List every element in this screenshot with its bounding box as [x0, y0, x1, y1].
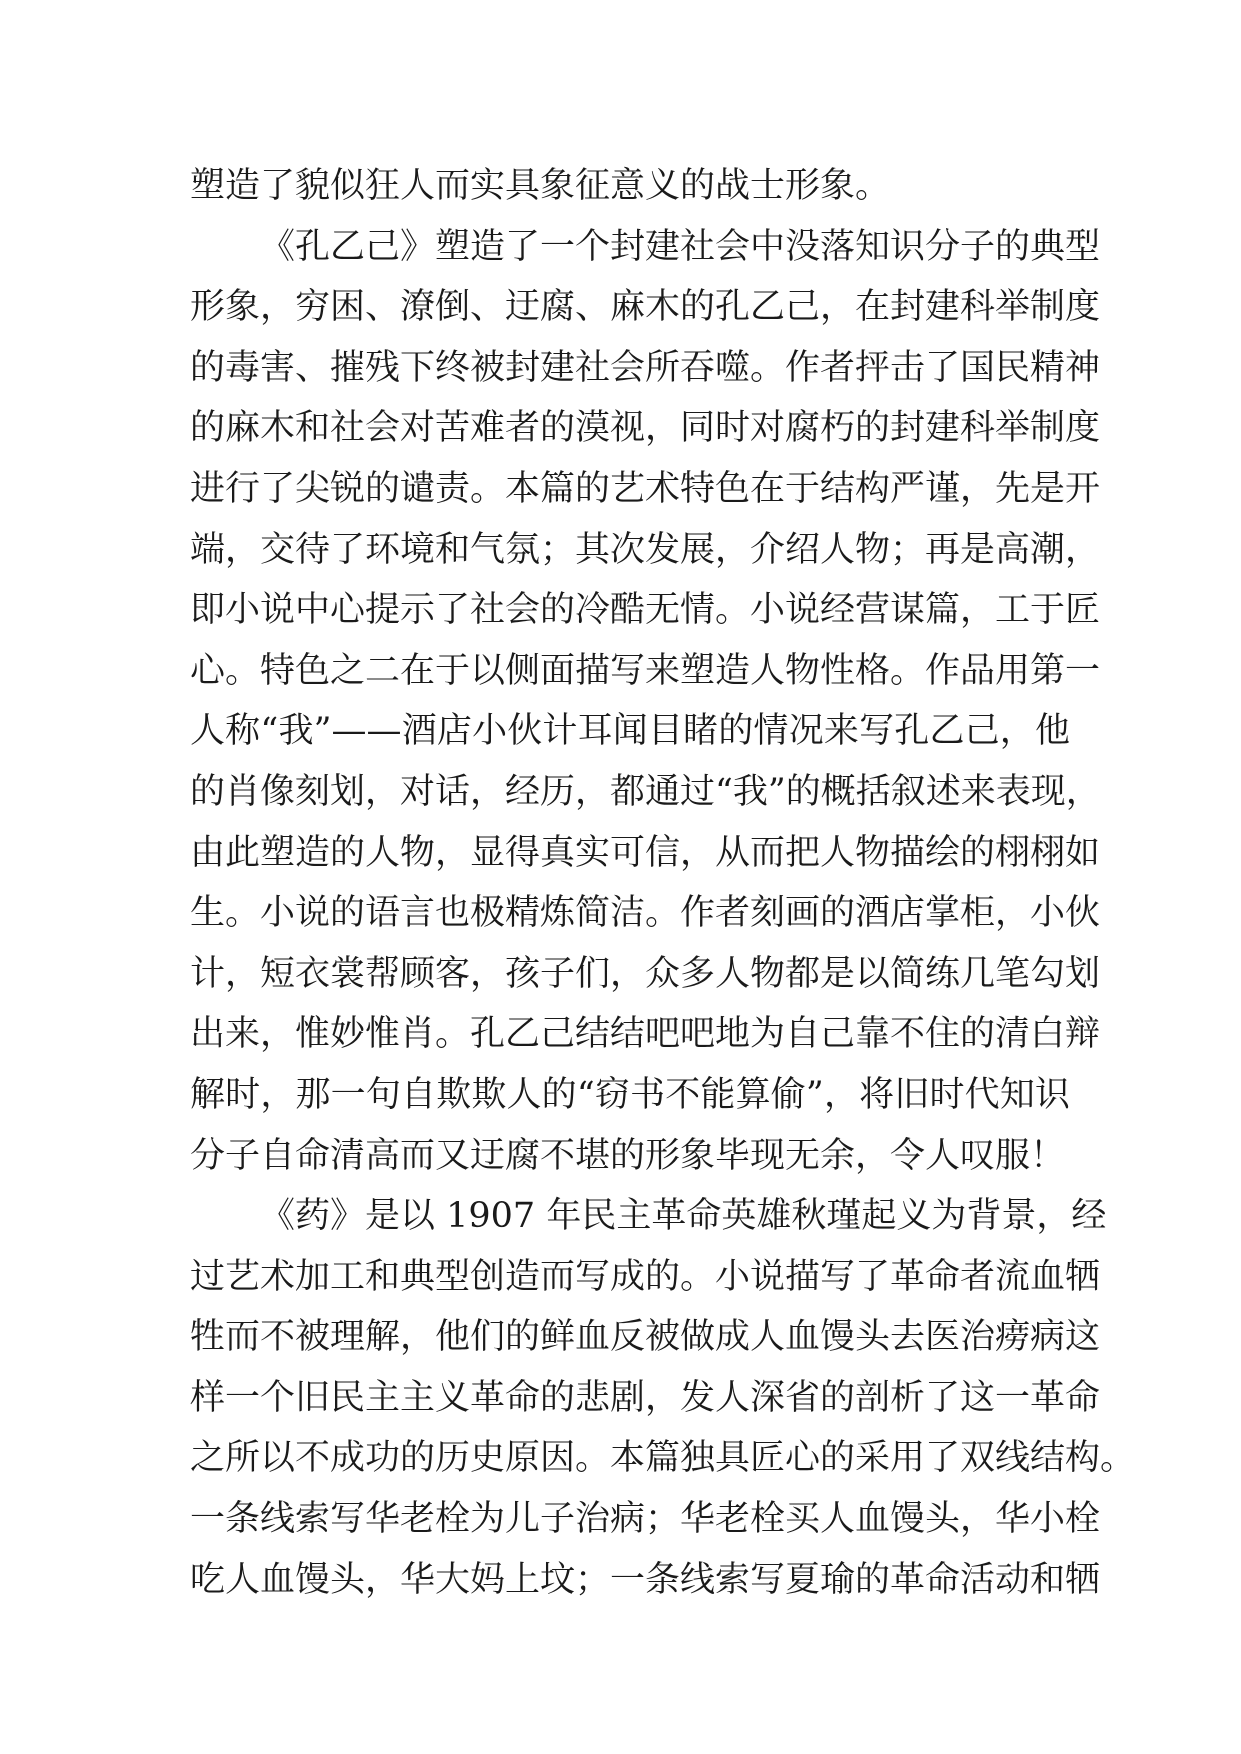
- text-line: 的毒害、摧残下终被封建社会所吞噬。作者抨击了国民精神: [190, 347, 1101, 388]
- text-line: 牲而不被理解，他们的鲜血反被做成人血馒头去医治痨病这: [190, 1317, 1101, 1358]
- text-line: 的肖像刻划，对话，经历，都通过“我”的概括叙述来表现，: [190, 771, 1101, 812]
- text-line: 的麻木和社会对苦难者的漠视，同时对腐朽的封建科举制度: [190, 408, 1101, 449]
- text-line: 样一个旧民主主义革命的悲剧，发人深省的剖析了这一革命: [190, 1377, 1101, 1418]
- text-line: 生。小说的语言也极精炼简洁。作者刻画的酒店掌柜，小伙: [190, 893, 1101, 934]
- text-line: 《药》是以 1907 年民主革命英雄秋瑾起义为背景，经: [260, 1196, 1107, 1237]
- text-line: 由此塑造的人物，显得真实可信，从而把人物描绘的栩栩如: [190, 832, 1101, 873]
- text-line: 端，交待了环境和气氛；其次发展，介绍人物；再是高潮，: [190, 529, 1101, 570]
- text-line: 即小说中心提示了社会的冷酷无情。小说经营谋篇，工于匠: [190, 590, 1101, 631]
- text-line: 塑造了貌似狂人而实具象征意义的战士形象。: [190, 166, 891, 206]
- text-line: 《孔乙己》塑造了一个封建社会中没落知识分子的典型: [260, 226, 1101, 267]
- text-line: 分子自命清高而又迂腐不堪的形象毕现无余，令人叹服！: [190, 1135, 1066, 1176]
- text-line: 心。特色之二在于以侧面描写来塑造人物性格。作品用第一: [190, 650, 1101, 691]
- text-line: 之所以不成功的历史原因。本篇独具匠心的采用了双线结构。: [190, 1438, 1136, 1479]
- text-line: 人称“我”——酒店小伙计耳闻目睹的情况来写孔乙己，他: [190, 711, 1070, 752]
- body-text: [190, 156, 1136, 1610]
- text-line: 计，短衣裳帮顾客，孩子们，众多人物都是以简练几笔勾划: [190, 953, 1101, 994]
- text-line: 进行了尖锐的谴责。本篇的艺术特色在于结构严谨，先是开: [190, 468, 1101, 509]
- text-line: 吃人血馒头，华大妈上坟；一条线索写夏瑜的革命活动和牺: [190, 1559, 1101, 1600]
- text-line: 解时，那一句自欺欺人的“窃书不能算偷”，将旧时代知识: [190, 1074, 1070, 1115]
- text-line: 出来，惟妙惟肖。孔乙己结结吧吧地为自己靠不住的清白辩: [190, 1014, 1101, 1055]
- text-line: 一条线索写华老栓为儿子治病；华老栓买人血馒头，华小栓: [190, 1499, 1101, 1540]
- text-line: 过艺术加工和典型创造而写成的。小说描写了革命者流血牺: [190, 1256, 1101, 1297]
- text-line: 形象，穷困、潦倒、迂腐、麻木的孔乙己，在封建科举制度: [190, 287, 1101, 328]
